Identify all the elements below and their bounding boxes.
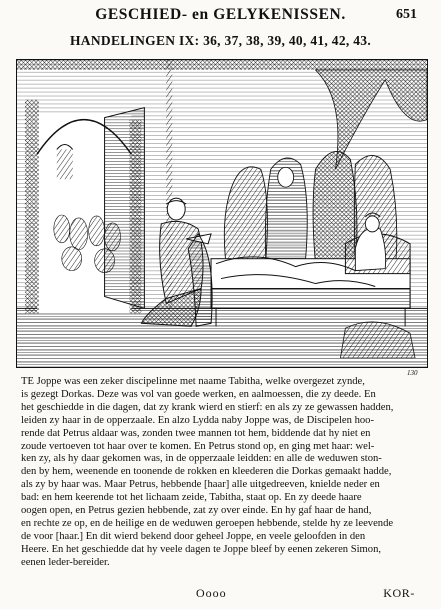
running-title: GESCHIED- en GELYKENISSEN. bbox=[95, 6, 346, 23]
engraving-scene bbox=[17, 60, 427, 367]
body-line: leiden zy haar in de opperzaale. En alzo Lydda naby Joppe was, de Discipelen hoo- bbox=[21, 414, 374, 426]
body-line: rende dat Petrus aldaar was, zonden twee mannen tot hem, biddende dat hy niet en bbox=[21, 427, 371, 439]
body-line: bad: en hem keerende tot het lichaam zeide, Tabitha, staat op. En zy deede haare bbox=[21, 492, 362, 504]
page-number: 651 bbox=[396, 7, 417, 22]
body-line: het geschiedde in die dagen, dat zy krank wierd en stierf: en als zy ze gewassen hadden, bbox=[21, 401, 394, 413]
body-line: eenen leder-bereider. bbox=[21, 556, 110, 568]
engraving-illustration bbox=[16, 59, 428, 368]
signature-mark: Oooo bbox=[196, 586, 227, 600]
body-line: als zy by haar was. Maar Petrus, hebbende [haar] alle uitgedreeven, knielde neder en bbox=[21, 479, 380, 491]
page-footer bbox=[0, 586, 441, 602]
doorway-arch bbox=[25, 100, 144, 314]
running-head bbox=[0, 6, 441, 26]
body-line: den by hem, weenende en toonende de rokken en kleederen die Dorkas gemaakt hadde, bbox=[21, 466, 392, 478]
body-line: TE Joppe was een zeker discipelinne met naame Tabitha, welke overgezet zynde, bbox=[21, 376, 365, 387]
chapter-reference: HANDELINGEN IX: 36, 37, 38, 39, 40, 41, 42, 43. bbox=[70, 33, 371, 48]
body-line: de voor [haar.] En dit wierd bekend door geheel Joppe, en veele geloofden in den bbox=[21, 530, 366, 542]
body-line: zoude vertoeven tot haar over te komen. En Petrus stond op, en ging met haar: wel- bbox=[21, 440, 375, 452]
body-line: en rechte ze op, en de heilige en de weduwen geroepen hebbende, stelde hy ze leevende bbox=[21, 517, 394, 529]
body-line: Heere. En het geschiedde dat hy veele dagen te Joppe bleef by eenen zekeren Simon, bbox=[21, 543, 382, 555]
body-line: oogen open, en Petrus gezien hebbende, zat zy over einde. En hy gaf haar de hand, bbox=[21, 505, 372, 517]
body-text bbox=[21, 376, 425, 570]
catchword: KOR- bbox=[383, 586, 415, 600]
plate-number: 130 bbox=[407, 369, 418, 377]
body-line: ken zy, als hy daar gekomen was, in de opperzaale leidden: en alle de weduwen ston- bbox=[21, 453, 382, 465]
body-line: is gezegt Dorkas. Deze was vol van goede werken, en aalmoessen, die zy deede. En bbox=[21, 388, 376, 400]
